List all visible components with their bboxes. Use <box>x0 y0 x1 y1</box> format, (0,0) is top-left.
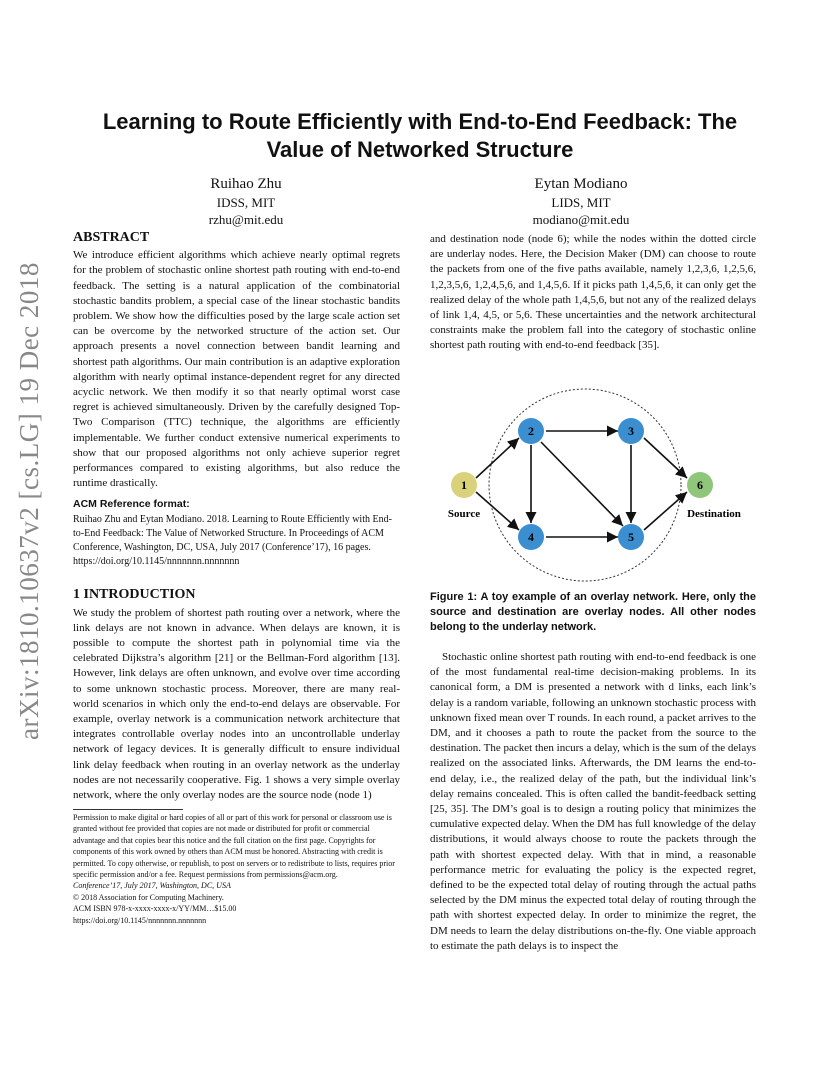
abstract-text: We introduce efficient algorithms which achieve nearly optimal regrets for the problem of stochastic online shortest path routing with end-to-end feedback. The setting is a natural application of the combinatorial stochastic bandits problem, a special case of the linear stochastic bandits problem. We show how the difficulties posed by the large scale action set can be overcome by the networked structure of the action set. Our approach presents a novel connection between bandit learning and shortest path algorithms. Our main contribution is an adaptive exploration algorithm with nearly optimal instance-dependent regret for any directed acyclic network. We then modify it so that nearly optimal worst case regret is achieved simultaneously. Driven by the carefully designed Top-Two Comparison (TTC) technique, the algorithms are efficiently implementable. We further conduct extensive numerical experiments to show that our proposed algorithms not only achieve superior regret performances compared to existing algorithms, but also reduce the runtime drastically. <box>73 249 400 490</box>
abstract-heading: ABSTRACT <box>73 230 150 245</box>
node-4-label: 4 <box>528 530 534 544</box>
author-affiliation: IDSS, MIT <box>216 195 276 210</box>
paper-title: Learning to Route Efficiently with End-to-End Feedback: The Value of Networked Structure <box>102 109 738 162</box>
overlay-network-diagram <box>430 382 756 592</box>
edge-1-2 <box>476 438 519 478</box>
figure-1-caption: Figure 1: A toy example of an overlay network. Here, only the source and destination are overlay nodes. All other nodes belong to the underlay network. <box>430 591 756 633</box>
right-column-bottom <box>430 650 756 954</box>
footnote-rule <box>73 809 183 810</box>
permission-block <box>73 812 400 926</box>
body-paragraph: Stochastic online shortest path routing with end-to-end feedback is one of the most fundamental real-time decision-making problems. In its canonical form, a DM is presented a network with d links, each link’s delay is a random variable, following an unknown stochastic process with unknown fixed mean over T rounds. In each round, a packet arrives to the DM, and it chooses a path to route the packet from the source to the destination. The packet then incurs a delay, which is the sum of the delays realized on the associated links. Afterwards, the DM learns the end-to-end delay, i.e., the realized delay of the path, but the individual link’s delay remains concealed. This is often called the bandit-feedback setting [25, 35]. The DM’s goal is to design a routing policy that minimizes the cumulative expected delay. When the DM has full knowledge of the delay distributions, it would always choose to route the packets through the path with shortest expected delay. With that in mind, a reasonable performance metric for evaluating the policy is the expected regret, defined to be the expected total delay of routing through the actual paths selected by the DM minus the expected total delay of routing through the path with shortest expected delay. In order to minimize the regret, the DM needs to learn the delay distributions on-the-fly. One viable approach to estimate the path delays is to inspect the <box>430 651 756 952</box>
permission-text: Permission to make digital or hard copies of all or part of this work for personal or classroom use is granted without fee provided that copies are not made or distributed for profit or commercial advantage and that copies bear this notice and the full citation on the first page. Copyrights for components of this work owned by others than ACM must be honored. Abstracting with credit is permitted. To copy otherwise, or republish, to post on servers or to redistribute to lists, requires prior specific permission and/or a fee. Request permissions from permissions@acm.org. <box>73 813 395 880</box>
author-name: Ruihao Zhu <box>210 176 282 192</box>
conference-line: Conference’17, July 2017, Washington, DC, USA <box>73 881 231 891</box>
author-email[interactable]: modiano@mit.edu <box>532 212 630 227</box>
destination-label: Destination <box>687 508 741 520</box>
author-2 <box>481 175 681 228</box>
node-1-label: 1 <box>461 478 467 492</box>
acm-reference <box>73 497 400 569</box>
section-heading-introduction: 1 INTRODUCTION <box>73 587 196 603</box>
node-2-label: 2 <box>528 424 534 438</box>
right-column-top <box>430 232 756 354</box>
acm-ref-doi[interactable]: https://doi.org/10.1145/nnnnnnn.nnnnnnn <box>73 556 240 568</box>
isbn-line: ACM ISBN 978-x-xxxx-xxxx-x/YY/MM…$15.00 <box>73 904 237 914</box>
source-label: Source <box>447 508 481 520</box>
copyright-line: © 2018 Association for Computing Machinery. <box>73 892 224 902</box>
doi-line[interactable]: https://doi.org/10.1145/nnnnnnn.nnnnnnn <box>73 915 207 925</box>
acm-ref-heading: ACM Reference format: <box>73 498 190 511</box>
edge-3-6 <box>644 438 687 478</box>
intro-paragraph: We study the problem of shortest path routing over a network, where the link delays are not known in advance. When delays are known, it is possible to compute the shortest path in polynomial time via the celebrated Dijkstra’s algorithm [21] or the Bellman-Ford algorithm [13]. However, link delays are often unknown, and evolve over time according to some unknown stochastic process. Moreover, there are many real-world scenarios in which only the end-to-end delays are observable. For example, overlay network is a communication network architecture that integrates controllable overlay nodes into an uncontrollable underlay network of legacy devices. It is generally difficult to ensure individual link delay feedback when routing in an overlay network as the underlay nodes are not necessarily cooperative. Fig. 1 shows a very simple overlay network, where the only overlay nodes are the source node (node 1) <box>73 606 400 802</box>
author-affiliation: LIDS, MIT <box>551 195 611 210</box>
node-3-label: 3 <box>628 424 634 438</box>
author-name: Eytan Modiano <box>534 176 628 192</box>
figure-1 <box>430 382 756 592</box>
left-column <box>73 230 400 803</box>
intro-continuation: and destination node (node 6); while the nodes within the dotted circle are underlay nodes. Here, the Decision Maker (DM) can choose to route the packets from one of the five paths available, namely 1,2,3,6, 1,2,5,6, 1,2,3,5,6, 1,2,4,5,6, and 1,4,5,6. If it picks path 1,4,5,6, it can only get the realized delay of the whole path 1,4,5,6, but not any of the realized delays of link 1,4, 4,5, or 5,6. These uncertainties and the network architectural constraints make the problem fall into the category of stochastic online shortest path routing with end-to-end feedback [35]. <box>430 233 756 352</box>
arxiv-watermark: arXiv:1810.10637v2 [cs.LG] 19 Dec 2018 <box>14 262 44 740</box>
node-5-label: 5 <box>628 530 634 544</box>
author-1 <box>146 175 346 228</box>
acm-ref-text: Ruihao Zhu and Eytan Modiano. 2018. Learning to Route Efficiently with End-to-End Feedback: The Value of Networked Structure. In Proceedings of ACM Conference, Washington, DC, USA, July 2017 (Conference’17), 16 pages. <box>73 514 392 554</box>
edge-2-5 <box>541 442 623 526</box>
node-6-label: 6 <box>697 478 703 492</box>
underlay-boundary <box>489 389 681 581</box>
edge-5-6 <box>644 492 687 530</box>
author-email[interactable]: rzhu@mit.edu <box>208 212 284 227</box>
